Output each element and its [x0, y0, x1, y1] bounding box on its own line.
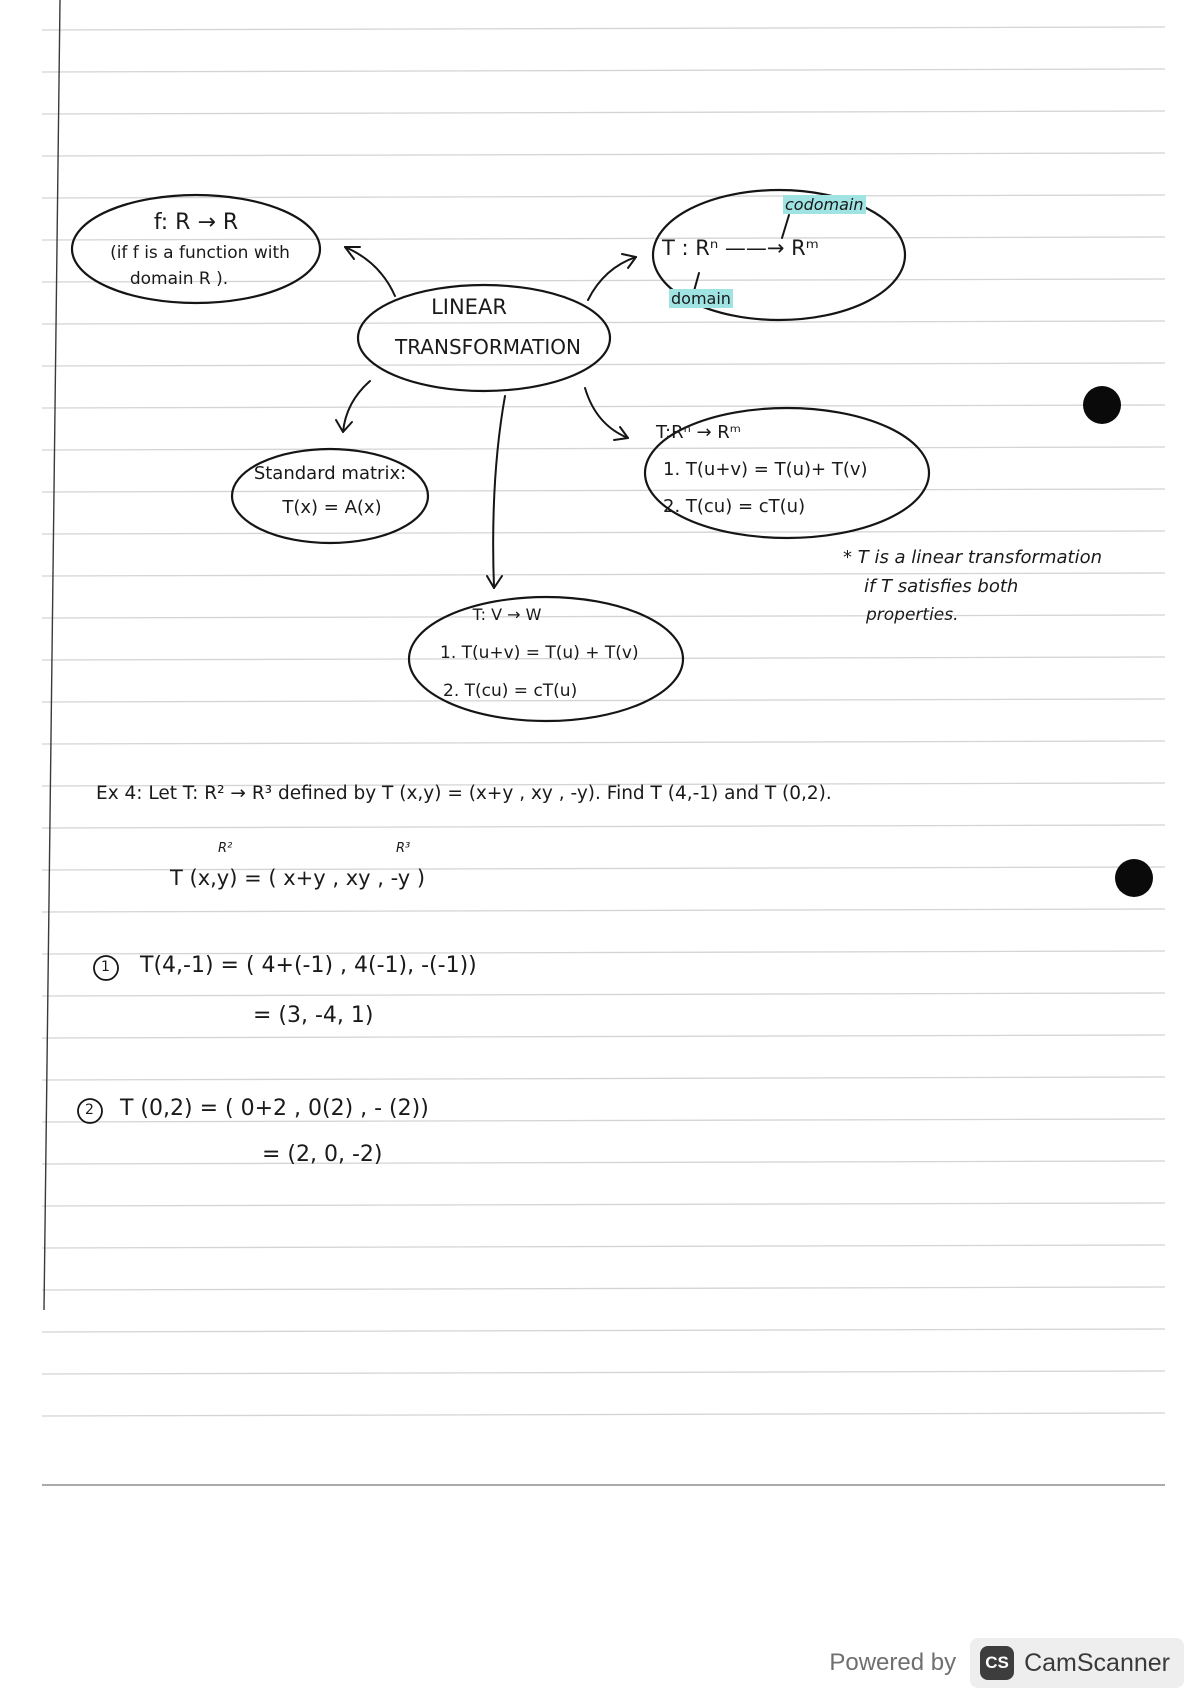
part1-line2: = (3, -4, 1) — [253, 1003, 374, 1028]
binder-hole-bottom — [1115, 859, 1153, 897]
center-node-line2: TRANSFORMATION — [395, 335, 581, 359]
ruled-line — [42, 1371, 1165, 1374]
ruled-line — [42, 153, 1165, 156]
ruled-line — [42, 405, 1165, 408]
ruled-line — [42, 741, 1165, 744]
part2-marker: 2 — [85, 1102, 94, 1118]
example-rule: T (x,y) = ( x+y , xy , -y ) — [170, 866, 426, 890]
arrow-to-function — [345, 247, 395, 296]
part2-line2: = (2, 0, -2) — [262, 1142, 383, 1167]
standard-matrix-title: Standard matrix: — [253, 463, 407, 484]
v-w-prop2: 2. T(cu) = cT(u) — [443, 681, 578, 701]
function-node-line1: (if f is a function with — [110, 243, 290, 263]
example-statement: Ex 4: Let T: R² → R³ defined by T (x,y) = (x+y , xy , -y). Find T (4,-1) and T (0,2). — [96, 783, 832, 804]
camscanner-watermark — [829, 1638, 1184, 1688]
domain-mark: R² — [218, 841, 233, 856]
rn-rm-prop1: 1. T(u+v) = T(u)+ T(v) — [663, 459, 868, 480]
ruled-line — [42, 909, 1165, 912]
binder-hole-top — [1083, 386, 1121, 424]
ruled-line — [42, 531, 1165, 534]
rn-rm-prop2: 2. T(cu) = cT(u) — [663, 496, 806, 517]
ruled-line — [42, 1035, 1165, 1038]
function-node-line2: domain R ). — [129, 269, 229, 289]
center-node-line1: LINEAR — [431, 295, 507, 319]
ruled-line — [42, 447, 1165, 450]
note-line3: properties. — [866, 605, 959, 625]
ruled-line — [42, 237, 1165, 240]
codomain-mark: R³ — [396, 841, 411, 856]
ruled-line — [42, 1161, 1165, 1164]
rn-rm-title: T:Rⁿ → Rᵐ — [656, 422, 742, 443]
note-line2: if T satisfies both — [864, 576, 1019, 597]
ruled-line — [42, 1329, 1165, 1332]
v-w-prop1: 1. T(u+v) = T(u) + T(v) — [440, 643, 639, 663]
codomain-node-expr: T : Rⁿ ——→ Rᵐ — [662, 236, 819, 260]
ruled-line — [42, 993, 1165, 996]
v-w-title: T: V → W — [472, 605, 542, 624]
ruled-line — [42, 27, 1165, 30]
standard-matrix-formula: T(x) = A(x) — [282, 497, 382, 518]
arrow-to-codomain — [588, 257, 636, 300]
note-line1: * T is a linear transformation — [843, 547, 1102, 568]
margin-line — [44, 0, 60, 1310]
ruled-line — [42, 1077, 1165, 1080]
ruled-line — [42, 1245, 1165, 1248]
ruled-line — [42, 489, 1165, 492]
arrow-to-v-w — [493, 396, 505, 588]
ruled-line — [42, 111, 1165, 114]
codomain-label: codomain — [785, 195, 864, 214]
ruled-line — [42, 1287, 1165, 1290]
ruled-line — [42, 1413, 1165, 1416]
ruled-line — [42, 615, 1165, 618]
codomain-pointer — [782, 215, 789, 238]
part2-line1: T (0,2) = ( 0+2 , 0(2) , - (2)) — [120, 1096, 429, 1121]
ruled-line — [42, 69, 1165, 72]
domain-label: domain — [671, 289, 731, 308]
camscanner-logo-icon: CS — [980, 1646, 1014, 1680]
ruled-line — [42, 699, 1165, 702]
part1-line1: T(4,-1) = ( 4+(-1) , 4(-1), -(-1)) — [140, 953, 477, 978]
function-node-title: f: R → R — [153, 210, 239, 235]
powered-by-text: Powered by — [829, 1649, 957, 1676]
camscanner-badge — [970, 1638, 1184, 1688]
ruled-line — [42, 363, 1165, 366]
part1-marker: 1 — [101, 959, 110, 975]
ruled-line — [42, 1203, 1165, 1206]
camscanner-brand: CamScanner — [1024, 1648, 1170, 1677]
ruled-line — [42, 825, 1165, 828]
